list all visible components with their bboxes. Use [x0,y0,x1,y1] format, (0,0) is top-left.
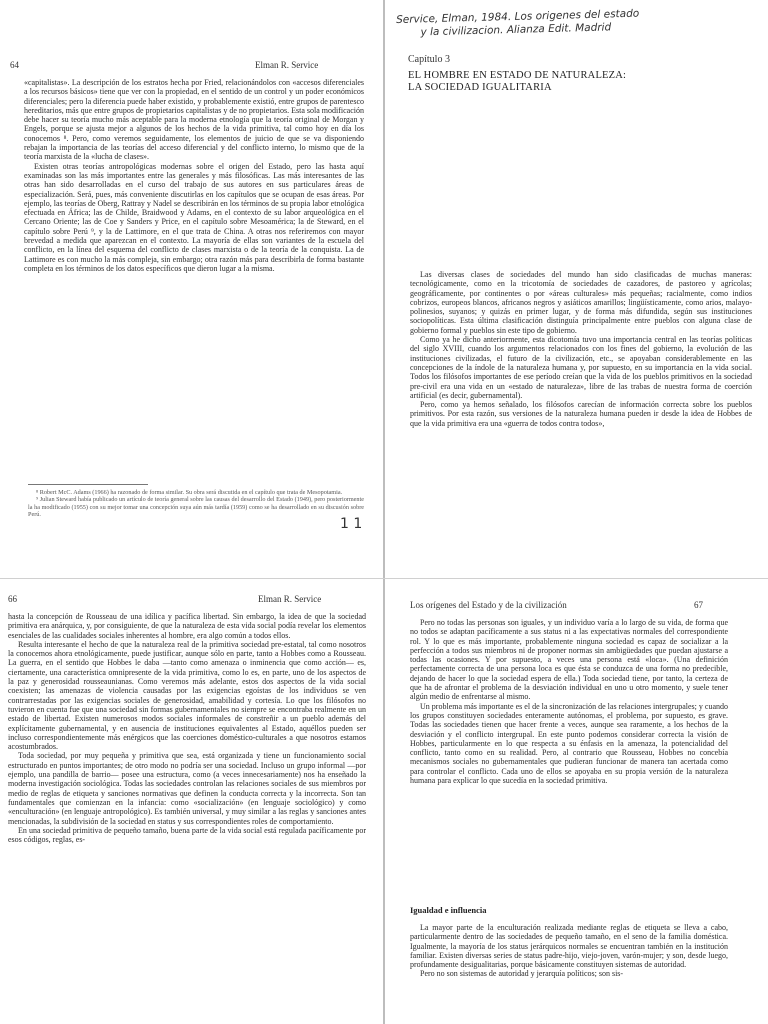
body-text [8,612,366,844]
body-text [410,270,752,428]
footnote: ⁸ Robert McC. Adams (1966) ha razonado de forma similar. Su obra será discutida en el capítulo que trata de Mesopotamia. [36,489,343,496]
paragraph: Las diversas clases de sociedades del mundo han sido clasificadas de muchas maneras: tecnológicamente, como en la tricotomía de sociedades de cazadores, de pastoreo y agrícolas; geográficamente, por continentes o por «áreas culturales» más pequeñas; racialmente, como indios cobrizos, europeos blancos, africanos negros y asiáticos amarillos; lingüísticamente, como arios, malayo-polinesios, suyanos; y quizás en primer lugar, y de forma más difundida, según sus instituciones sociopolíticas. Esta última clasificación distinguía principalmente entre pueblos con alguna clase de gobierno formal y pueblos sin este tipo de gobierno. [410,270,752,335]
page-66 [0,582,380,1024]
chapter-title-line: EL HOMBRE EN ESTADO DE NATURALEZA: [408,70,627,81]
chapter-label: Capítulo 3 [408,54,450,65]
margin-mark: 1 1 [340,516,363,532]
body-text [24,78,364,273]
page-gutter [383,0,385,1024]
paragraph: La mayor parte de la enculturación realizada mediante reglas de etiqueta se lleva a cabo, particularmente dentro de las sociedades de pequeño tamaño, en el seno de la familia doméstica. Igualmente, la mayoría de los status jerárquicos normales se encuentran también en la institución familiar. Existen diversas series de status padre-hijo, viejo-joven, varón-mujer; y son, desde luego, profundamente desigualitarias, porque básicamente constituyen sistemas de autoridad. [410,923,728,970]
paragraph: Un problema más importante es el de la sincronización de las relaciones intergrupales; y cuando los grupos constituyen sociedades enteramente autónomas, el problema, por supuesto, es grave. Todas las sociedades tienen que hacer frente a veces, aunque sea raramente, a los hechos de la desviación y el conflicto intergrupal. En este punto podemos considerar correcta la visión de Hobbes, particularmente en lo que respecta a su énfasis en la amenaza, la potencialidad del conflicto, tanto como en su realidad. Pero, al contrario que Rousseau, Hobbes no concebía mecanismos sociales no gubernamentales que pudieran funcionar de manera tan acertada como para controlar el conflicto. Cada uno de ellos se apoyaba en su propia versión de la naturaleza humana para explicar lo que sucedía en la sociedad primitiva. [410,701,728,786]
running-head: Elman R. Service [258,594,322,604]
handwritten-line: y la civilizacion. Alianza Edit. Madrid [420,21,612,39]
paragraph: Existen otras teorías antropológicas modernas sobre el origen del Estado, pero las hasta aquí examinadas son las más importantes entre las generales y más filosóficas. Las más interesantes de las otras han sido desarrolladas en el curso del trabajo de sus autores en sus particulares áreas de especialización. Será, pues, más conveniente discutirlas en los capítulos que se ocupan de esas áreas. Por ejemplo, las teorías de Oberg, Rattray y Nadel se describirán en los términos de su propia labor etnológica efectuada en África; las de Childe, Braidwood y Adams, en el contexto de su labor arqueológica en el Cercano Oriente; las de Coe y Sanders y Price, en el capítulo sobre Mesoamérica; la de Steward, en el capítulo sobre Perú ⁹, y la de Lattimore, en el que trata de China. A otras nos referiremos con mayor brevedad a medida que aparezcan en el contexto. La mayoría de ellas son variantes de la escuela del conflicto, en la línea del esquema del conflicto de clases marxista o de la teoría de la conquista. La de Lattimore es con mucho la más compleja, sin embargo; otra razón más para describirla de forma bastante completa en los términos de los datos específicos que dieron lugar a la misma. [24,161,364,273]
paragraph: Pero no todas las personas son iguales, y un individuo varía a lo largo de su vida, de forma que no todos se adaptan pacíficamente a sus status ni a las expectativas normales del correspondiente rol. Y lo que es más importante, probablemente ninguna sociedad es capaz de socializar a la perfección a todos sus miembros ni de proponer normas sin ambigüedades que puedan ajustarse a todas las ocasiones. Y por supuesto, a veces una persona está «loca». (Una definición perfectamente correcta de una persona loca es que ésta se conduzca de una forma no predecible, dejando de hacer lo que la sociedad espera de ella.) Toda sociedad tiene, por tanto, la certeza de que ha de afrontar el problema de la desviación individual en uno u otro momento, y suele tener algún medio de enfrentarse al mismo. [410,618,728,702]
body-text [410,923,728,979]
chapter-title [408,70,748,94]
page-67 [388,582,768,1024]
page-64 [0,0,380,576]
paragraph: En una sociedad primitiva de pequeño tamaño, buena parte de la vida social está regulada pacíficamente por esos códigos, reglas, es- [8,825,366,845]
scan-separator [0,578,768,579]
section-heading: Igualdad e influencia [410,905,487,915]
footnote: ⁹ Julian Steward había publicado un artículo de teoría general sobre las causas del desarrollo del Estado (1949), pero posteriormente la ha modificado (1955) con su mejor tomar una concepción suya aún más tardía (1959) como se ha desarrollado en su discusión sobre Perú. [28,496,364,519]
paragraph: Pero no son sistemas de autoridad y jerarquía políticos; son sis- [420,969,624,979]
paragraph: Pero, como ya hemos señalado, los filósofos carecían de información correcta sobre los pueblos primitivos. Por esta razón, sus versiones de la naturaleza humana pueden ir desde la idea de Hobbes de que la vida primitiva era una «guerra de todos contra todos», [410,400,752,428]
handwritten-note [396,4,768,40]
paragraph: Como ya he dicho anteriormente, esta dicotomía tuvo una importancia central en las teorías políticas del siglo XVIII, cuando los argumentos relacionados con los fines del gobierno, la evolución de las instituciones civilizadas, el futuro de la civilización, etc., se apoyaban considerablemente en las concepciones de la índole de la naturaleza humana y, por supuesto, en su importancia en la vida social. Todos los filósofos importantes de ese período creían que la vida de los pueblos primitivos en la sociedad pre-civil era una vida en un «estado de naturaleza», libre de las trabas de nuestra forma de coerción artificial (es decir, gubernamental). [410,335,752,400]
footnote-rule [28,484,148,485]
paragraph: Toda sociedad, por muy pequeña y primitiva que sea, está organizada y tiene un funcionamiento social estructurado en puntos importantes; de otro modo no podría ser una sociedad. Incluso un grupo informal —por ejemplo, una pandilla de barrio— posee una estructura, como (a veces innecesariamente) nos ha enseñado la moderna investigación sociológica. Todas las sociedades controlan las relaciones sociales de sus miembros por medio de reglas de etiqueta y sanciones normativas que definen la conducta correcta y la incorrecta. Son tan fundamentales que comienzan en la infancia: como «socialización» (en lenguaje sociológico) y como «enculturación» (en lenguaje antropológico). Es también universal, y muy similar a las reglas y sanciones antes mencionadas, la subdivisión de la sociedad en status y sus correspondientes roles de comportamiento. [8,751,366,826]
running-head: Los orígenes del Estado y de la civilización [410,600,567,610]
handwritten-line: Service, Elman, 1984. Los origenes del estado [396,7,640,26]
page-number: 64 [10,60,19,70]
page-number: 67 [694,600,703,610]
paragraph: Resulta interesante el hecho de que la naturaleza real de la primitiva sociedad pre-estatal, tal como nosotros la conocemos ahora etnológicamente, puede justificar, aunque sólo en parte, tanto a Hobbes como a Rousseau. La guerra, en el sentido que Hobbes le daba —tanto como amenaza o inminencia que como acción— es, ciertamente, una característica omnipresente de la vida primitiva, como lo es, en parte, uno de los aspectos de la paz y generosidad rousseaunianas. Como veremos más adelante, estos dos aspectos de la vida social coexisten; las amenazas de violencia causadas por las exigencias egoístas de los individuos se ven contrarrestadas por las exigencias sociales de generosidad, amabilidad y cortesía. Lo que los filósofos no tuvieron en cuenta fue que una sociedad sin formas gubernamentales no siempre se encontraba realmente en un estado de libertad. Existen numerosos modos sociales informales de constreñir a un pueblo además del explícitamente gubernamental, y en ausencia de instituciones equivalentes al Estado, aquéllos pueden ser incluso correspondientemente más enérgicos que las coerciones doméstico-culturales a que nosotros estamos acostumbrados. [8,639,366,752]
page-number: 66 [8,594,17,604]
paragraph: hasta la concepción de Rousseau de una idílica y pacífica libertad. Sin embargo, la idea de que la sociedad primitiva era anárquica, y, por consiguiente, de que la naturaleza de esta vida social podía revelar los elementos esenciales de las cualidades sociales inherentes al hombre, era algo común a todos ellos. [8,612,366,640]
body-text [410,618,728,785]
footnotes [28,489,364,519]
paragraph: «capitalistas». La descripción de los estratos hecha por Fried, relacionándolos con «accesos diferenciales a los recursos básicos» tiene que ver con la propiedad, en el sentido de un control y un poder económicos diferenciales; pero la diferencia puede haber existido, y probablemente existió, entre grupos de parentesco hereditarios, más que entre grupos de propietarios capitalistas y de no propietarios. Esta sola modificación debe hacer su teoría mucho más aceptable para la moderna etnología que la teoría original de Morgan y Engels, porque se ajusta mejor a algunos de los hechos de la vida primitiva, tal como hoy en día los conocemos ⁸. Pero, como veremos seguidamente, los elementos de juicio de que se va disponiendo rebajan la importancia de las teorías del acceso diferencial y del conflicto interno, lo mismo que de la teoría marxista de la «lucha de clases». [24,78,364,162]
page-65 [388,0,768,576]
chapter-title-line: LA SOCIEDAD IGUALITARIA [408,82,552,93]
running-head: Elman R. Service [255,60,319,70]
